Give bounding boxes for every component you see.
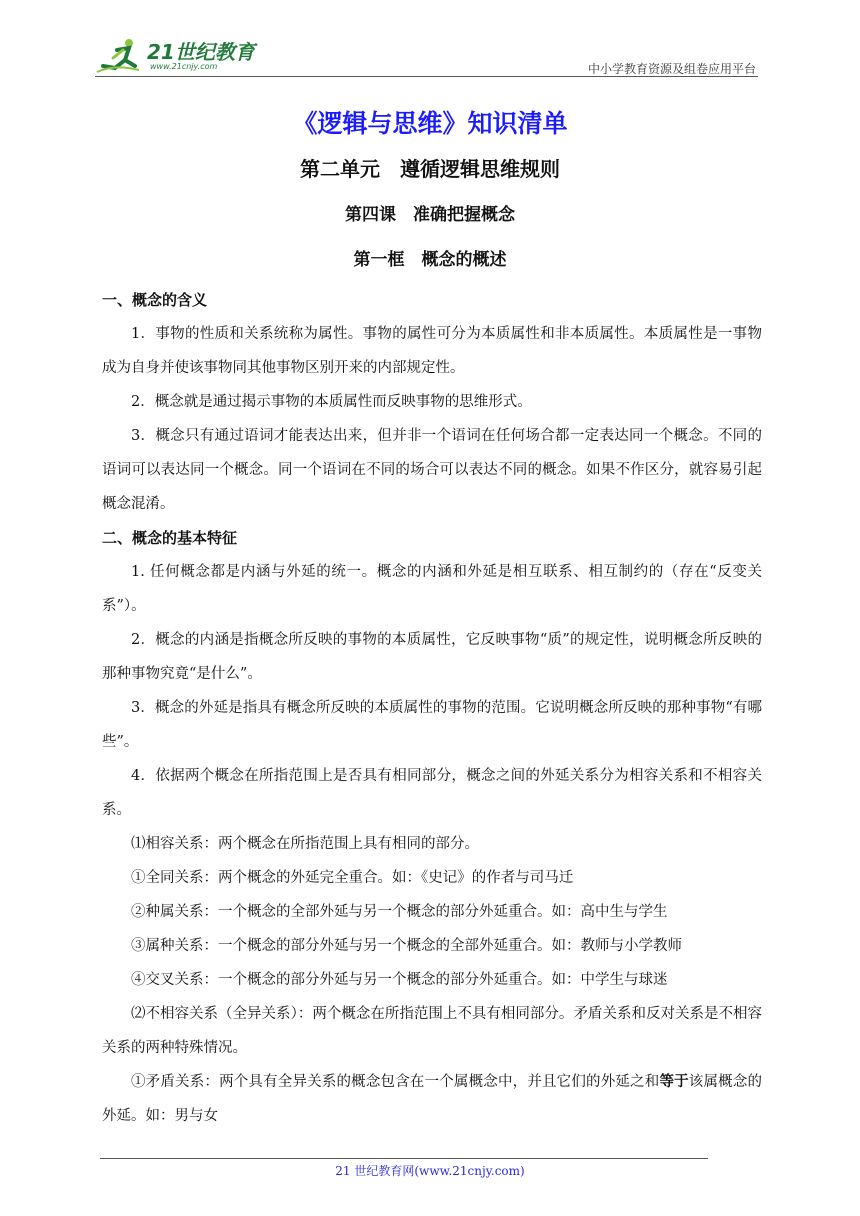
paragraph: ⑵不相容关系（全异关系）：两个概念在所指范围上不具有相同部分。矛盾关系和反对关系是不相容关系的两种特殊情况。	[102, 1006, 762, 1056]
paragraph: 3．概念只有通过语词才能表达出来，但并非一个语词在任何场合都一定表达同一个概念。不同的语词可以表达同一个概念。同一个语词在不同的场合可以表达不同的概念。如果不作区分，就容易引起概念混淆。	[102, 428, 762, 512]
paragraph: 2．概念就是通过揭示事物的本质属性而反映事物的思维形式。	[131, 394, 532, 410]
paragraph: ④交叉关系：一个概念的部分外延与另一个概念的部分外延重合。如：中学生与球迷	[131, 972, 668, 988]
paragraph-text: 该属概念的外延。如：男与女	[102, 1074, 763, 1124]
paragraph	[102, 1065, 762, 1133]
paragraph: ②种属关系：一个概念的全部外延与另一个概念的部分外延重合。如：高中生与学生	[131, 904, 668, 920]
paragraph: 1．事物的性质和关系统称为属性。事物的属性可分为本质属性和非本质属性。本质属性是一事物成为自身并使该事物同其他事物区别开来的内部规定性。	[102, 326, 762, 376]
emphasis-text: 等于	[659, 1073, 689, 1090]
unit-heading: 第二单元 遵循逻辑思维规则	[300, 157, 560, 181]
logo-text: 21世纪教育	[147, 40, 255, 64]
document-body	[102, 283, 762, 1133]
document-title: 《逻辑与思维》知识清单	[292, 109, 568, 138]
header-divider	[95, 76, 758, 77]
runner-logo-icon	[95, 36, 147, 76]
paragraph: 4．依据两个概念在所指范围上是否具有相同部分，概念之间的外延关系分为相容关系和不相容关系。	[102, 768, 762, 818]
paragraph: 2．概念的内涵是指概念所反映的事物的本质属性，它反映事物“质”的规定性，说明概念所反映的那种事物究竟“是什么”。	[102, 632, 762, 682]
lesson-heading: 第四课 准确把握概念	[345, 205, 515, 225]
paragraph-text: ①矛盾关系：两个具有全异关系的概念包含在一个属概念中，并且它们的外延之和	[131, 1074, 660, 1090]
logo-url: www.21cnjy.com	[150, 62, 218, 71]
paragraph: 1. 任何概念都是内涵与外延的统一。概念的内涵和外延是相互联系、相互制约的（存在“反变关系”）。	[102, 564, 762, 614]
paragraph: ③属种关系：一个概念的部分外延与另一个概念的全部外延重合。如：教师与小学教师	[131, 938, 682, 954]
platform-label: 中小学教育资源及组卷应用平台	[587, 62, 756, 76]
section-heading: 二、概念的基本特征	[102, 529, 238, 547]
paragraph: 3．概念的外延是指具有概念所反映的本质属性的事物的范围。它说明概念所反映的那种事物“有哪些”。	[102, 700, 762, 750]
paragraph: ①全同关系：两个概念的外延完全重合。如：《史记》的作者与司马迁	[131, 870, 574, 886]
footer-divider	[100, 1158, 708, 1159]
paragraph: ⑴相容关系：两个概念在所指范围上具有相同的部分。	[131, 836, 479, 852]
frame-heading: 第一框 概念的概述	[353, 250, 507, 270]
section-heading: 一、概念的含义	[102, 291, 208, 309]
site-logo[interactable]	[95, 36, 265, 76]
footer-link[interactable]: 21 世纪教育网(www.21cnjy.com)	[335, 1164, 525, 1178]
page-header	[95, 30, 758, 80]
